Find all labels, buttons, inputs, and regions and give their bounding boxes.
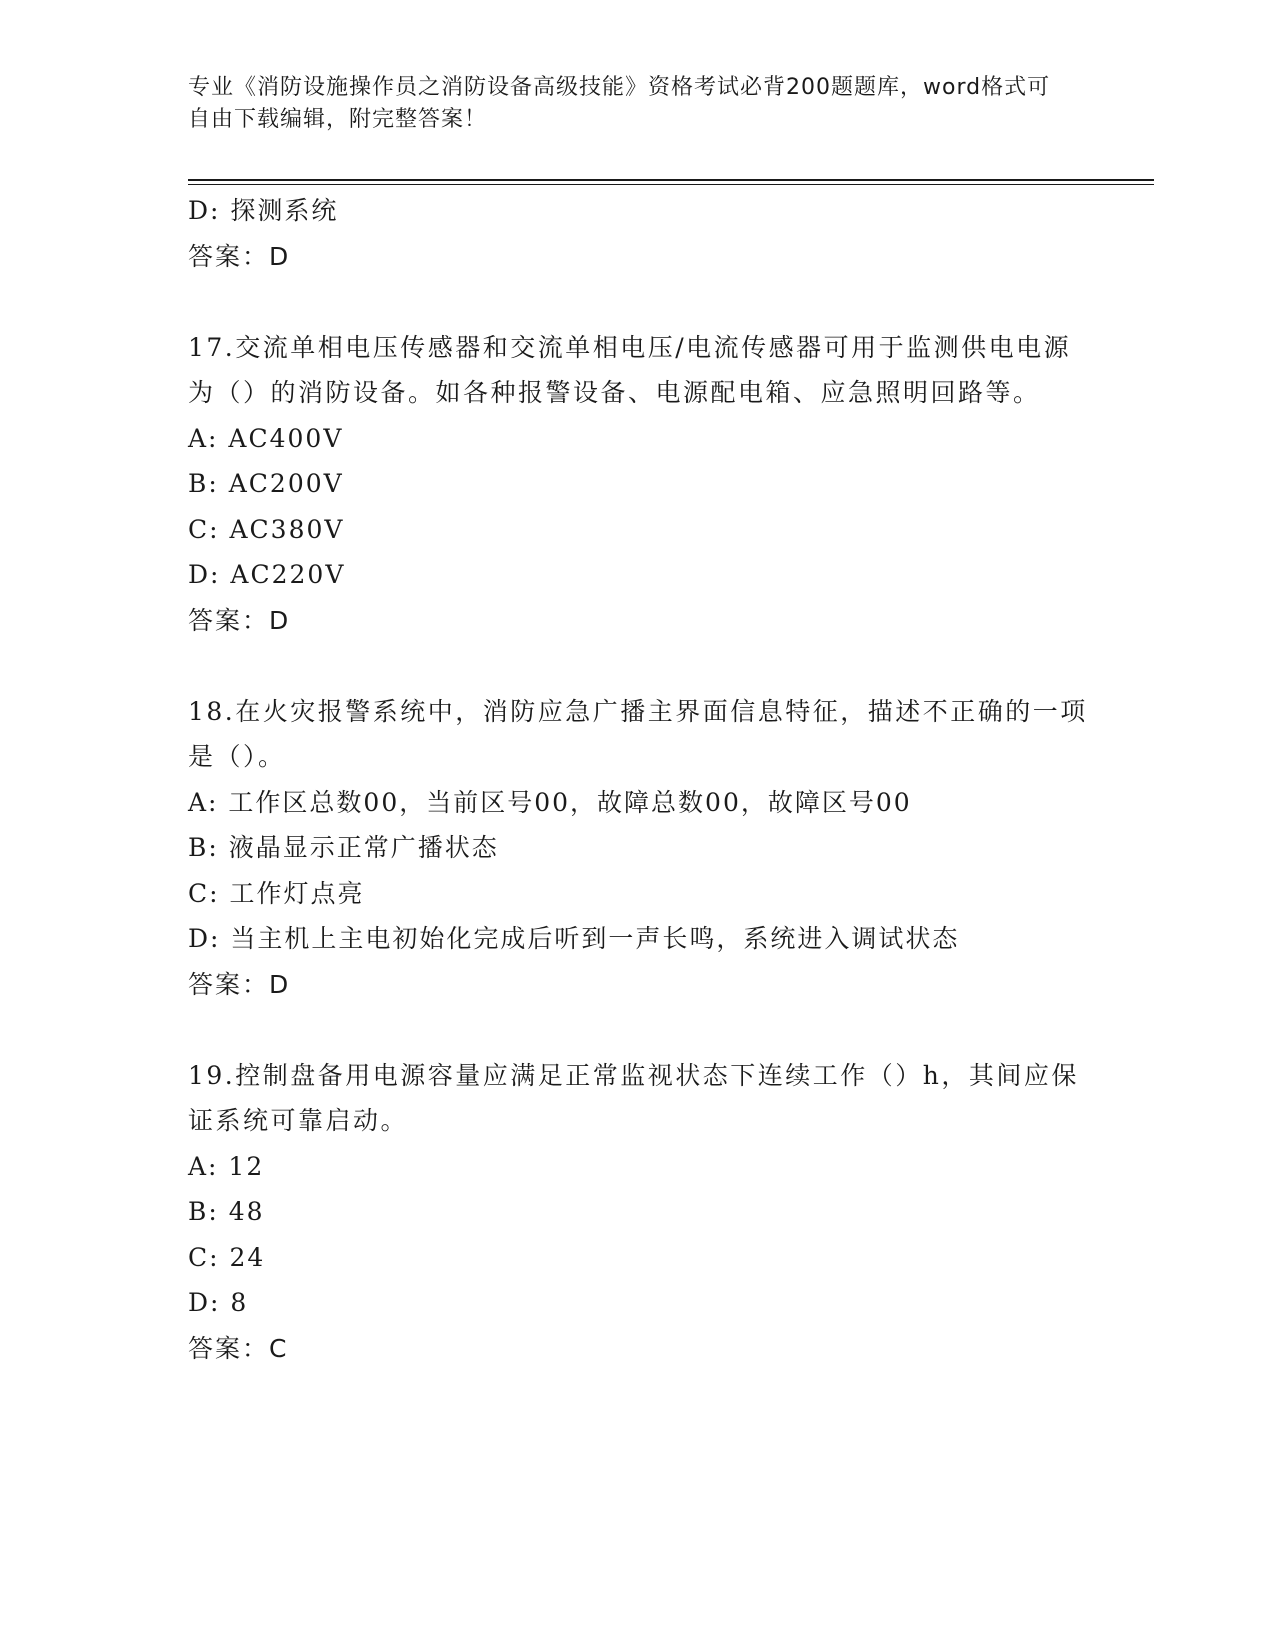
spacer [188,279,1088,325]
option-d: D: 当主机上主电初始化完成后听到一声长鸣，系统进入调试状态 [188,924,960,953]
answer: 答案：C [188,1333,289,1363]
question-18 [188,689,1088,1008]
question-text: 19.控制盘备用电源容量应满足正常监视状态下连续工作（）h，其间应保证系统可靠启动。 [188,1060,1079,1135]
header-divider-thick [188,179,1154,181]
prev-option-d: D: 探测系统 [188,196,339,225]
option-a: A: 工作区总数00，当前区号00，故障总数00，故障区号00 [188,787,912,817]
question-list [188,188,1088,1371]
header-divider-thin [188,184,1154,185]
spacer [188,643,1088,689]
option-c: C: 工作灯点亮 [188,878,365,908]
option-d: D: AC220V [188,560,346,589]
question-17 [188,325,1088,644]
spacer [188,1007,1088,1053]
option-a: A: AC400V [188,423,344,453]
option-c: C: 24 [188,1242,266,1272]
question-text: 17.交流单相电压传感器和交流单相电压/电流传感器可用于监测供电电源为（）的消防设备。如各种报警设备、电源配电箱、应急照明回路等。 [188,332,1072,407]
option-b: B: AC200V [188,469,344,498]
option-b: B: 48 [188,1197,265,1226]
option-a: A: 12 [188,1151,265,1181]
prev-answer: 答案：D [188,241,291,271]
answer: 答案：D [188,605,291,635]
option-b: B: 液晶显示正常广播状态 [188,833,499,862]
option-c: C: AC380V [188,514,345,544]
document-header: 专业《消防设施操作员之消防设备高级技能》资格考试必背200题题库，word格式可自由下载编辑，附完整答案！ [188,75,1051,132]
option-d: D: 8 [188,1288,249,1317]
answer: 答案：D [188,969,291,999]
question-19 [188,1053,1088,1372]
question-text: 18.在火灾报警系统中，消防应急广播主界面信息特征，描述不正确的一项是（）。 [188,696,1088,771]
